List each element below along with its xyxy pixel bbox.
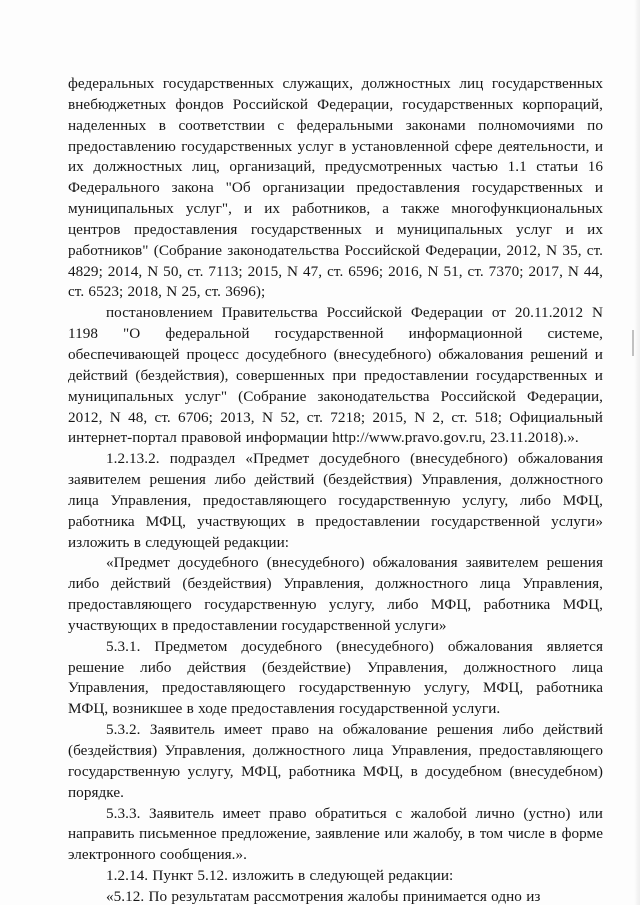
paragraph-5-3-2: 5.3.2. Заявитель имеет право на обжалование решения либо действий (бездействия) Управления, должностного лица Управления, предоставляющего государственную услугу, МФЦ, работника МФЦ, в досудебном (внесудебном) порядке. (68, 721, 603, 801)
paragraph-5-12: «5.12. По результатам рассмотрения жалобы принимается одно из (106, 887, 541, 905)
scan-edge-shadow (634, 0, 640, 905)
paragraph-subsection-title: «Предмет досудебного (внесудебного) обжалования заявителем решения либо действий (бездействия) Управления, должностного лица Управления, предоставляющего государственную услугу, либо МФЦ, работника МФЦ, участвующих в предоставлении государственной услуги» (68, 554, 603, 634)
paragraph-1-2-14: 1.2.14. Пункт 5.12. изложить в следующей редакции: (106, 867, 454, 885)
paragraph-5-3-1: 5.3.1. Предметом досудебного (внесудебного) обжалования является решение либо действия (бездействие) Управления, должностного лица Управления, предоставляющего государственную услугу, МФЦ, работника МФЦ, возникшее в ходе предоставления государственной услуги. (68, 637, 603, 718)
document-body (68, 74, 603, 908)
paragraph-government-decree: постановлением Правительства Российской Федерации от 20.11.2012 N 1198 "О федеральной государственной информационной системе, обеспечивающей процесс досудебного (внесудебного) обжалования решений и действий (бездействия), совершенных при предоставлении государственных и муниципальных услуг" (Собрание законодательства Российской Федерации, 2012, N 48, ст. 6706; 2013, N 52, ст. 7218; 2015, N 2, ст. 518; Официальный интернет-портал правовой информации http://www.pravo.gov.ru, 23.11.2018).». (68, 304, 603, 447)
scan-mark (632, 330, 634, 356)
paragraph-5-3-3: 5.3.3. Заявитель имеет право обратиться с жалобой лично (устно) или направить письменное предложение, заявление или жалобу, в том числе в форме электронного сообщения.». (68, 804, 603, 864)
paragraph-1-2-13-2: 1.2.13.2. подраздел «Предмет досудебного (внесудебного) обжалования заявителем решения либо действий (бездействия) Управления, должностного лица Управления, предоставляющего государственную услугу, либо МФЦ, работника МФЦ, участвующих в предоставлении государственной услуги» изложить в следующей редакции: (68, 450, 603, 551)
paragraph-continuation: федеральных государственных служащих, должностных лиц государственных внебюджетных фондов Российской Федерации, государственных корпораций, наделенных в соответствии с федеральными законами полномочиями по предоставлению государственных услуг в установленной сфере деятельности, и их должностных лиц, организаций, предусмотренных частью 1.1 статьи 16 Федерального закона "Об организации предоставления государственных и муниципальных услуг", и их работников, а также многофункциональных центров предоставления государственных и муниципальных услуг и их работников" (Собрание законодательства Российской Федерации, 2012, N 35, ст. 4829; 2014, N 50, ст. 7113; 2015, N 47, ст. 6596; 2016, N 51, ст. 7370; 2017, N 44, ст. 6523; 2018, N 25, ст. 3696); (68, 75, 603, 301)
